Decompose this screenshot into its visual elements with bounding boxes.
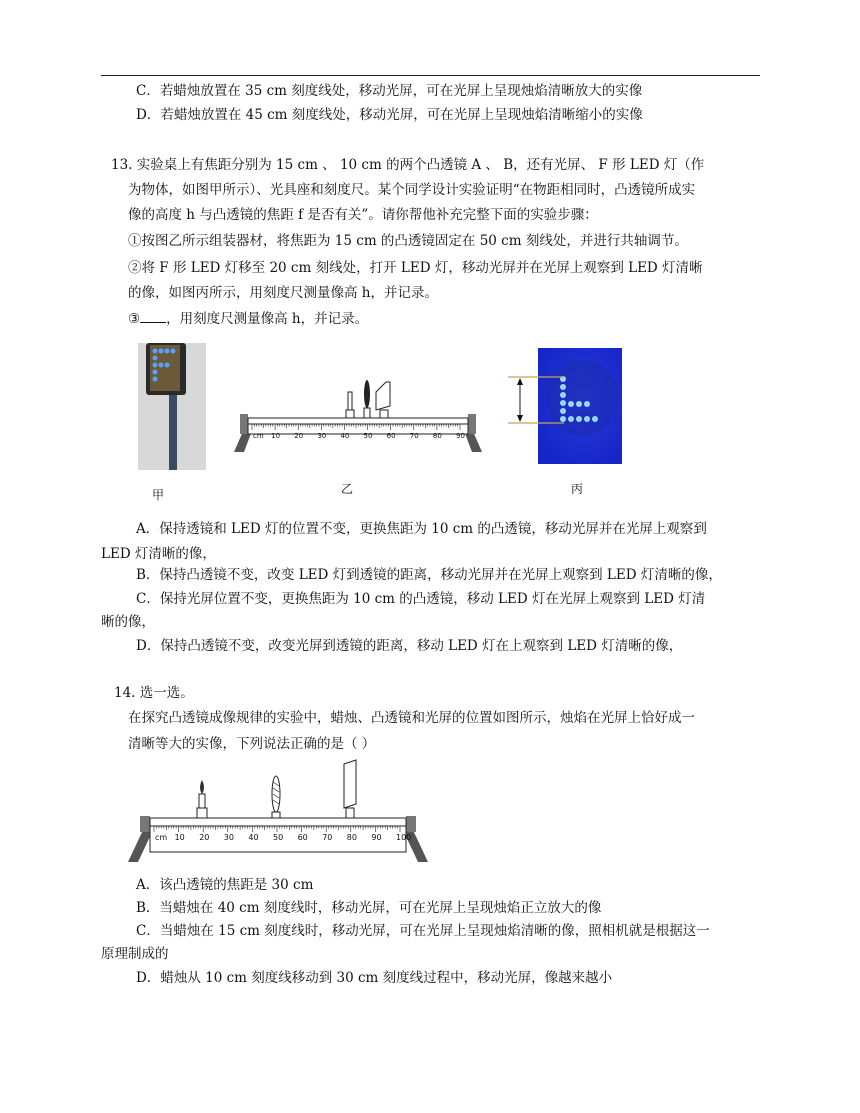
q14-stem-line1: 在探究凸透镜成像规律的实验中，蜡烛、凸透镜和光屏的位置如图所示，烛焰在光屏上恰好成一 [128, 710, 695, 726]
label-jia: 甲 [152, 488, 165, 502]
q13-step1: ①按图乙所示组装器材，将焦距为 15 cm 的凸透镜固定在 50 cm 刻线处，并进行共轴调节。 [128, 233, 688, 249]
q13-stem-line2: 为物体，如图甲所示）、光具座和刻度尺。某个同学设计实验证明“在物距相同时，凸透镜所成实 [128, 182, 696, 198]
ruler-tick-label: 80 [432, 432, 442, 440]
prev-option-d: D．若蜡烛放置在 45 cm 刻度线处，移动光屏，可在光屏上呈现烛焰清晰缩小的实像 [136, 107, 643, 123]
q13-step2-line1: ②将 F 形 LED 灯移至 20 cm 刻线处，打开 LED 灯，移动光屏并在光屏上观察到 LED 灯清晰 [128, 260, 703, 276]
ruler-tick-label: 30 [317, 432, 327, 440]
q13-option-c-line1: C．保持光屏位置不变，更换焦距为 10 cm 的凸透镜，移动 LED 灯在光屏上观察到 LED 灯清 [136, 591, 706, 607]
ruler-tick-label: 20 [294, 432, 304, 440]
q13-option-d: D．保持凸透镜不变，改变光屏到透镜的距离，移动 LED 灯在上观察到 LED 灯清晰的像， [136, 638, 683, 654]
prev-option-c: C．若蜡烛放置在 35 cm 刻度线处，移动光屏，可在光屏上呈现烛焰清晰放大的实像 [136, 83, 643, 99]
figure-yi-optical-bench [230, 352, 488, 462]
q13-option-a-line1: A．保持透镜和 LED 灯的位置不变，更换焦距为 10 cm 的凸透镜，移动光屏并在光屏上观察到 [136, 521, 707, 537]
step3-prefix: ③ [128, 311, 141, 327]
answer-blank [140, 310, 166, 323]
ruler-tick-label: 90 [371, 833, 382, 842]
ruler-tick-label: 20 [199, 833, 210, 842]
ruler-tick-label: 80 [346, 833, 357, 842]
q13-option-a-line2: LED 灯清晰的像， [101, 546, 216, 562]
ruler-tick-label: 70 [409, 432, 419, 440]
q14-option-c-line2: 原理制成的 [101, 946, 169, 962]
ruler-tick-label: 10 [271, 432, 281, 440]
figure-bing-screen-image [508, 348, 622, 466]
q14-option-a: A．该凸透镜的焦距是 30 cm [136, 877, 314, 893]
q13-stem-line1: 13. 实验桌上有焦距分别为 15 cm 、 10 cm 的两个凸透镜 A 、 B，还有光屏、 F 形 LED 灯（作 [111, 157, 705, 173]
ruler-tick-label: 50 [273, 833, 284, 842]
ruler-tick-label: 30 [223, 833, 234, 842]
label-yi: 乙 [341, 482, 354, 496]
step3-suffix: ，用刻度尺测量像高 h，并记录。 [166, 311, 369, 327]
figure-q14-optical-bench [126, 758, 432, 866]
q14-title: 14. 选一选。 [114, 685, 194, 701]
q13-option-b: B．保持凸透镜不变，改变 LED 灯到透镜的距离，移动光屏并在光屏上观察到 LED 灯清晰的像， [136, 567, 722, 583]
ruler-tick-label: 10 [174, 833, 185, 842]
q13-option-c-line2: 晰的像， [101, 614, 155, 630]
ruler-tick-label: 50 [363, 432, 373, 440]
ruler-tick-label: 40 [340, 432, 350, 440]
ruler-tick-label: 60 [386, 432, 396, 440]
q14-option-c-line1: C．当蜡烛在 15 cm 刻度线时，移动光屏，可在光屏上呈现烛焰清晰的像，照相机就是根据这一 [136, 923, 710, 939]
label-bing: 丙 [571, 482, 584, 496]
ruler-tick-label: 60 [297, 833, 308, 842]
ruler-tick-label: 100 [396, 833, 412, 842]
q14-stem-line2: 清晰等大的实像，下列说法正确的是（ ） [128, 736, 376, 752]
ruler-tick-label: cm [155, 833, 168, 842]
q13-step3 [128, 310, 368, 328]
ruler-tick-label: cm [253, 432, 264, 440]
figure-jia-led-lamp [138, 343, 206, 470]
q13-stem-line3: 像的高度 h 与凸透镜的焦距 f 是否有关”。请你帮他补充完整下面的实验步骤： [128, 207, 598, 223]
q14-option-d: D．蜡烛从 10 cm 刻度线移动到 30 cm 刻度线过程中，移动光屏，像越来越小 [136, 970, 613, 986]
ruler-tick-label: 90 [456, 432, 465, 440]
ruler-tick-label: 70 [322, 833, 333, 842]
header-rule [101, 75, 760, 76]
ruler-tick-label: 40 [248, 833, 259, 842]
q14-option-b: B．当蜡烛在 40 cm 刻度线时，移动光屏，可在光屏上呈现烛焰正立放大的像 [136, 900, 602, 916]
q13-step2-line2: 的像，如图丙所示，用刻度尺测量像高 h，并记录。 [128, 285, 438, 301]
